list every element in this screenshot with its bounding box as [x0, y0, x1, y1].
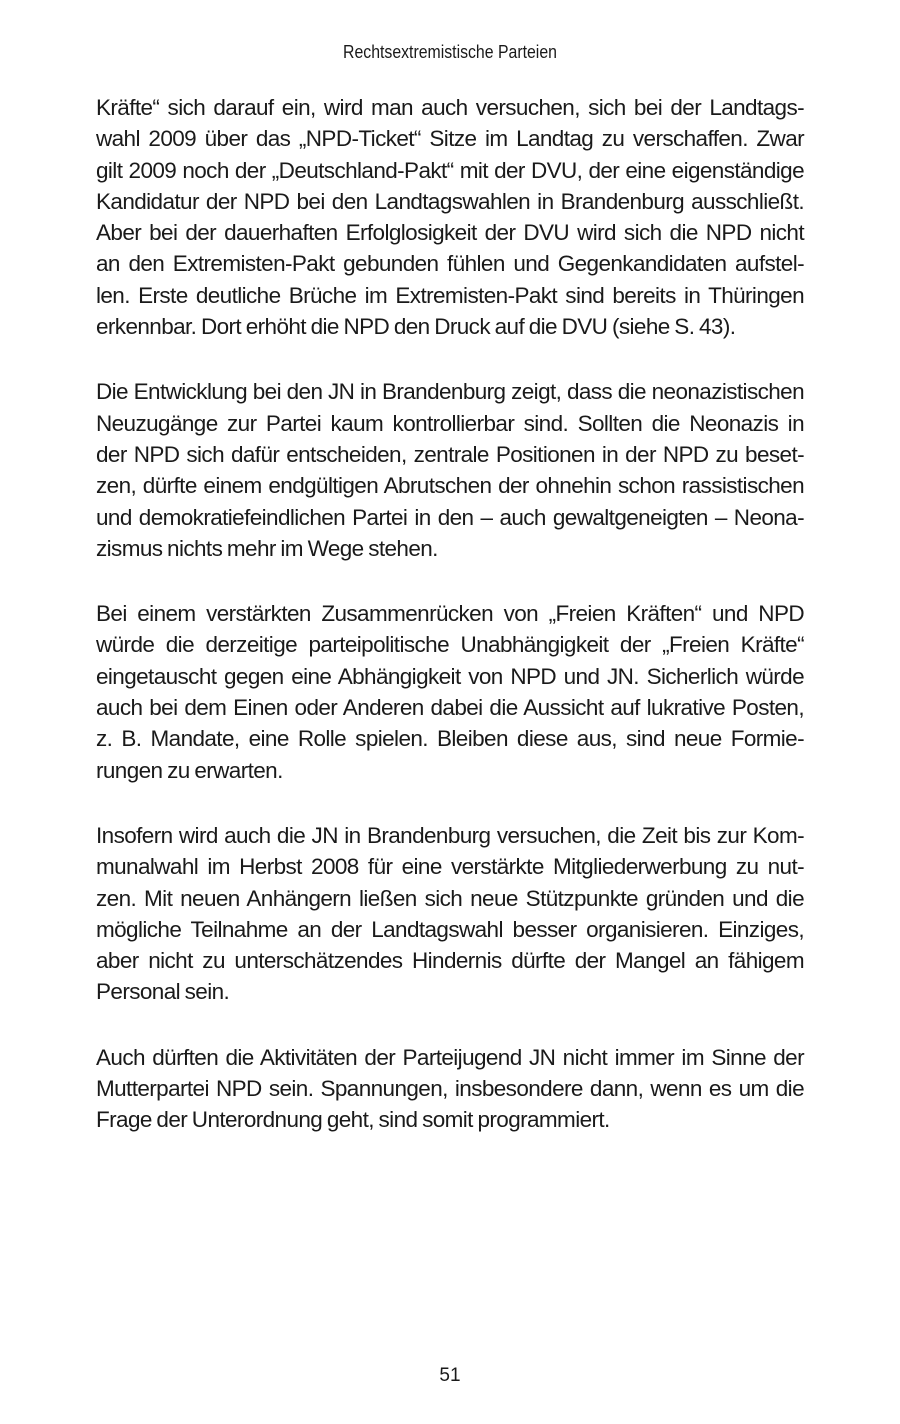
text-line: Aber bei der dauerhaften Erfolglosigkeit der DVU wird sich die NPD nicht [96, 220, 804, 246]
text-line: z. B. Mandate, eine Rolle spielen. Bleiben diese aus, sind neue Formie- [96, 726, 804, 752]
paragraph-5 [96, 1042, 804, 1136]
text-line: der NPD sich dafür entscheiden, zentrale Positionen in der NPD zu beset- [96, 441, 804, 467]
text-line: Kräfte“ sich darauf ein, wird man auch versuchen, sich bei der Landtags- [96, 95, 804, 120]
text-line: Mutterpartei NPD sein. Spannungen, insbesondere dann, wenn es um die [96, 1076, 804, 1102]
text-line: aber nicht zu unterschätzendes Hindernis dürfte der Mangel an fähigem [96, 948, 804, 974]
text-line: zismus nichts mehr im Wege stehen. [96, 535, 438, 561]
paragraph-4 [96, 820, 804, 1008]
paragraph-2 [96, 376, 804, 564]
text-line: auch bei dem Einen oder Anderen dabei die Aussicht auf lukrative Posten, [96, 695, 804, 721]
text-line: mögliche Teilnahme an der Landtagswahl besser organisieren. Einziges, [96, 916, 804, 942]
text-line: und demokratiefeindlichen Partei in den – auch gewaltgeneigten – Neona- [96, 504, 804, 530]
paragraph-3 [96, 598, 804, 786]
text-line: len. Erste deutliche Brüche im Extremisten-Pakt sind bereits in Thüringen [96, 282, 804, 308]
text-line: würde die derzeitige parteipolitische Unabhängigkeit der „Freien Kräfte“ [96, 632, 804, 658]
text-line: Die Entwicklung bei den JN in Brandenburg zeigt, dass die neonazistischen [96, 379, 804, 405]
text-line: erkennbar. Dort erhöht die NPD den Druck auf die DVU (siehe S. 43). [96, 314, 736, 340]
body-text [96, 92, 804, 1170]
page-number: 51 [439, 1365, 461, 1386]
text-line: munalwahl im Herbst 2008 für eine verstärkte Mitgliederwerbung zu nut- [96, 854, 804, 880]
paragraph-1 [96, 92, 804, 342]
text-line: an den Extremisten-Pakt gebunden fühlen und Gegenkandidaten aufstel- [96, 251, 804, 277]
text-line: Neuzugänge zur Partei kaum kontrollierbar sind. Sollten die Neonazis in [96, 410, 804, 436]
text-line: Insofern wird auch die JN in Brandenburg versuchen, die Zeit bis zur Kom- [96, 822, 804, 848]
text-line: Frage der Unterordnung geht, sind somit programmiert. [96, 1107, 610, 1133]
text-line: Bei einem verstärkten Zusammenrücken von „Freien Kräften“ und NPD [96, 601, 804, 627]
text-line: gilt 2009 noch der „Deutschland-Pakt“ mit der DVU, der eine eigenständige [96, 157, 804, 183]
text-line: zen, dürfte einem endgültigen Abrutschen der ohnehin schon rassistischen [96, 473, 804, 499]
text-line: wahl 2009 über das „NPD-Ticket“ Sitze im Landtag zu verschaffen. Zwar [96, 126, 804, 152]
text-line: Kandidatur der NPD bei den Landtagswahlen in Brandenburg ausschließt. [96, 188, 804, 214]
text-line: rungen zu erwarten. [96, 757, 283, 783]
text-line: zen. Mit neuen Anhängern ließen sich neue Stützpunkte gründen und die [96, 885, 804, 911]
text-line: eingetauscht gegen eine Abhängigkeit von NPD und JN. Sicherlich würde [96, 663, 804, 689]
text-line: Auch dürften die Aktivitäten der Parteijugend JN nicht immer im Sinne der [96, 1044, 804, 1070]
text-line: Personal sein. [96, 979, 230, 1005]
running-header-title: Rechtsextremistische Parteien [343, 42, 557, 62]
